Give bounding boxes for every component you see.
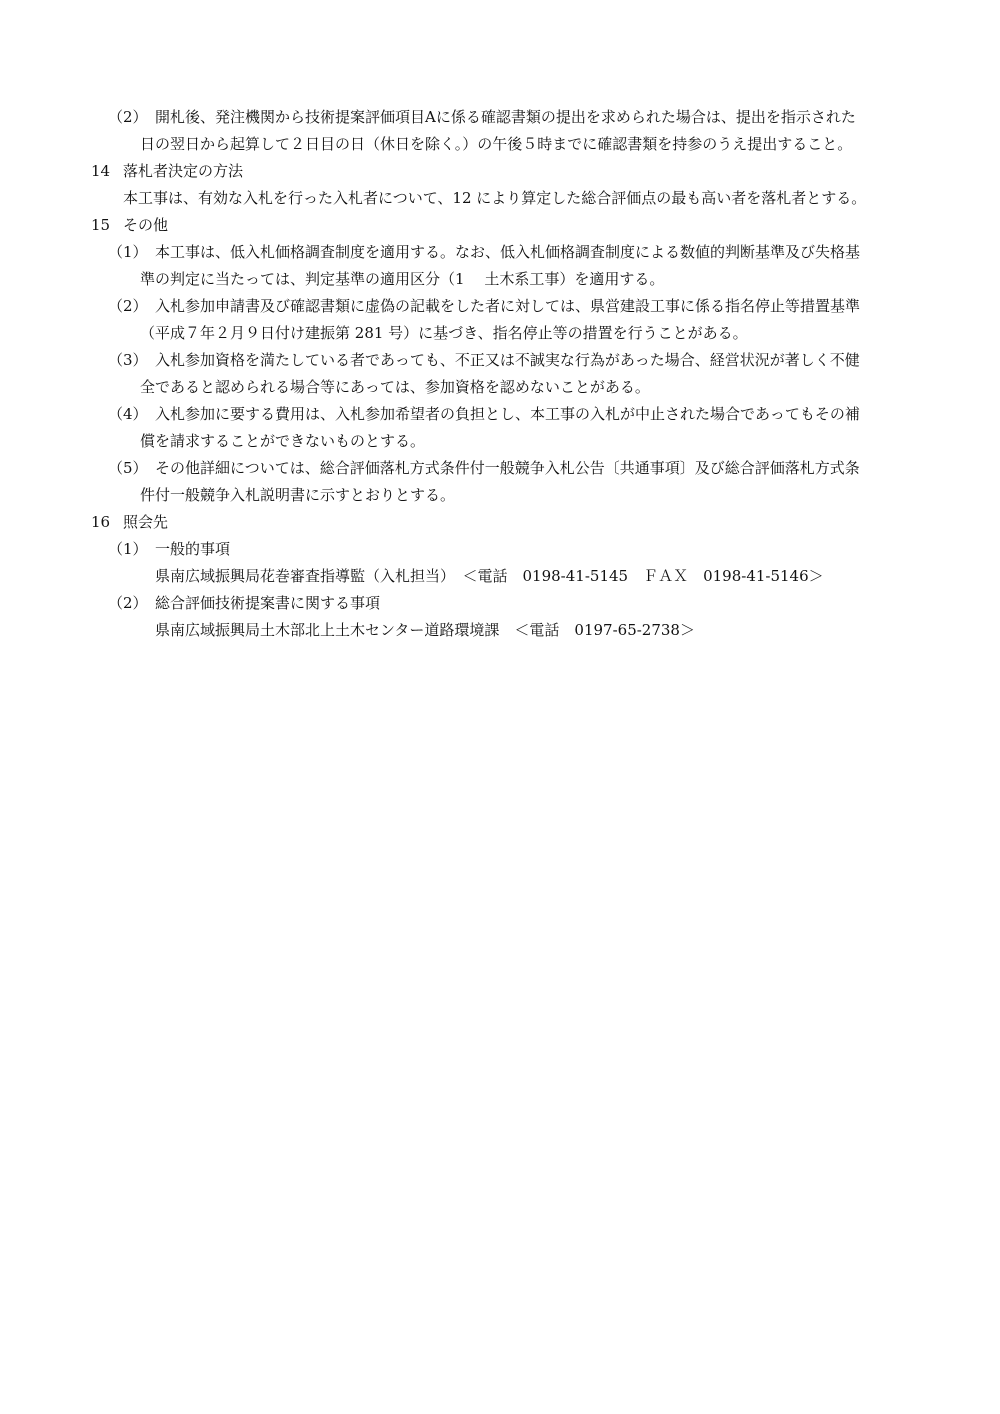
section-number: 16	[91, 513, 111, 531]
item-text-line: 件付一般競争入札説明書に示すとおりとする。	[140, 486, 456, 504]
item-number: （2）	[108, 108, 148, 126]
item-text-line: 償を請求することができないものとする。	[140, 432, 426, 450]
section-title: 照会先	[123, 513, 169, 531]
section-body: 本工事は、有効な入札を行った入札者について、12 により算定した総合評価点の最も高い者を落札者とする。	[123, 189, 867, 207]
item-number: （2）	[108, 594, 148, 612]
item-text-line: 入札参加申請書及び確認書類に虚偽の記載をした者に対しては、県営建設工事に係る指名停止等措置基準	[155, 297, 861, 315]
contact-details: 県南広域振興局土木部北上土木センター道路環境課 ＜電話 0197-65-2738＞	[155, 621, 695, 639]
item-number: （4）	[108, 405, 148, 423]
item-text-line: その他詳細については、総合評価落札方式条件付一般競争入札公告〔共通事項〕及び総合評価落札方式条	[155, 459, 860, 477]
item-number: （5）	[108, 459, 148, 477]
item-text-line: （平成７年２月９日付け建振第 281 号）に基づき、指名停止等の措置を行うことがある。	[140, 324, 748, 342]
section-title: 落札者決定の方法	[123, 162, 244, 180]
contact-label: 総合評価技術提案書に関する事項	[155, 594, 381, 612]
item-text-line: 準の判定に当たっては、判定基準の適用区分（1 土木系工事）を適用する。	[140, 270, 665, 288]
contact-label: 一般的事項	[155, 540, 231, 558]
item-text-line: 全であると認められる場合等にあっては、参加資格を認めないことがある。	[140, 378, 650, 396]
item-number: （1）	[108, 243, 148, 261]
item-text-line: 日の翌日から起算して２日目の日（休日を除く。）の午後５時までに確認書類を持参のうえ提出すること。	[140, 135, 853, 153]
item-number: （3）	[108, 351, 148, 369]
item-text-line: 入札参加資格を満たしている者であっても、不正又は不誠実な行為があった場合、経営状況が著しく不健	[155, 351, 860, 369]
item-text-line: 開札後、発注機関から技術提案評価項目Aに係る確認書類の提出を求められた場合は、提出を指示された	[155, 108, 856, 126]
item-number: （1）	[108, 540, 148, 558]
section-title: その他	[123, 216, 169, 234]
item-number: （2）	[108, 297, 148, 315]
item-text-line: 入札参加に要する費用は、入札参加希望者の負担とし、本工事の入札が中止された場合であってもその補	[155, 405, 860, 423]
section-number: 14	[91, 162, 111, 180]
section-number: 15	[91, 216, 111, 234]
contact-details: 県南広域振興局花巻審査指導監（入札担当） ＜電話 0198-41-5145 ＦＡＸ 0198-41-5146＞	[155, 567, 824, 585]
item-text-line: 本工事は、低入札価格調査制度を適用する。なお、低入札価格調査制度による数値的判断基準及び失格基	[155, 243, 861, 261]
